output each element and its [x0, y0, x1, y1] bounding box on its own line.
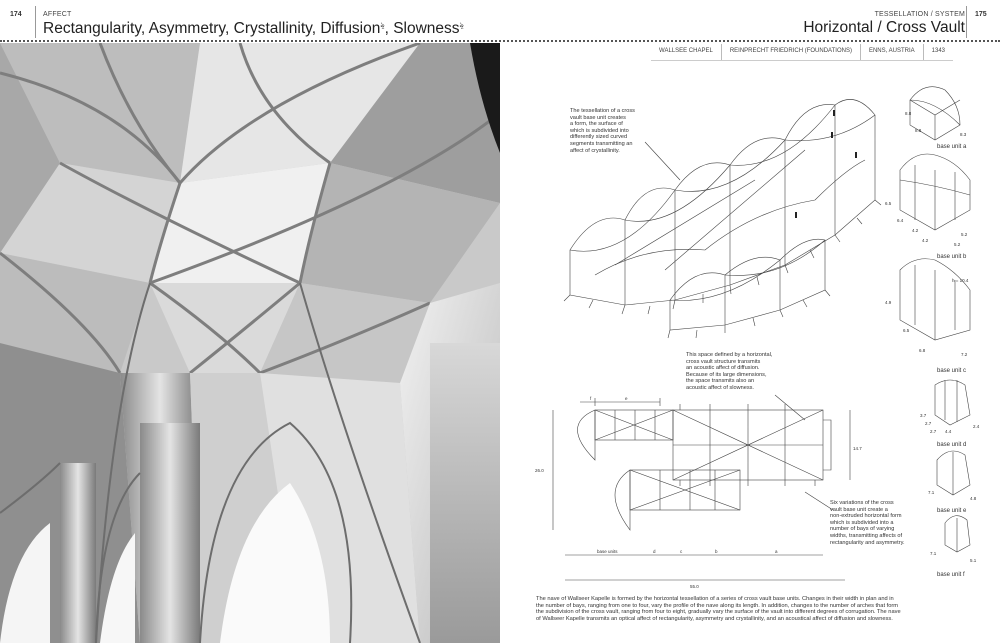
left-title-text-2: , Slowness: [384, 20, 460, 38]
plan-bottom-label-base-units: base units: [597, 549, 618, 554]
base-unit-c-dim-4: 7.2: [961, 352, 968, 357]
plan-top-label-e: e: [625, 396, 628, 401]
project-tags: [651, 44, 953, 61]
plan-dim-left: 26.0: [535, 468, 544, 473]
base-unit-a-dim-3: 8.3: [960, 132, 967, 137]
page-header: [0, 0, 1000, 42]
base-unit-b-dim-1: 6.5: [885, 201, 892, 206]
right-page-title: Horizontal / Cross Vault: [803, 19, 965, 36]
base-unit-f-dim-1: 7.1: [930, 551, 937, 556]
plan-dim-overall: 55.0: [690, 584, 699, 589]
base-unit-d-dim-2: 2.7: [925, 421, 932, 426]
base-unit-f-label: base unit f: [937, 572, 965, 578]
base-unit-c-dim-3: 6.8: [919, 348, 926, 353]
plan-bottom-label-a: a: [775, 549, 778, 554]
left-page-title: [43, 19, 464, 38]
right-section-label: TESSELLATION / SYSTEM: [874, 11, 965, 18]
base-unit-b-dim-2: 6.4: [897, 218, 904, 223]
tag-year: 1343: [923, 44, 953, 60]
base-unit-d-dim-5: 2.4: [973, 424, 980, 429]
base-unit-c-dim-2: 6.5: [903, 328, 910, 333]
base-unit-d-dim-1: 3.7: [920, 413, 927, 418]
left-divider: [35, 6, 36, 38]
base-unit-b-dim-4: 4.2: [922, 238, 929, 243]
plan-bottom-label-b: b: [715, 549, 718, 554]
base-unit-c-dim-1: 4.9: [885, 300, 892, 305]
plan-top-label-f: f: [590, 396, 592, 401]
base-unit-a-dim-1: 8.8: [905, 111, 912, 116]
base-unit-b-dim-6: 5.2: [954, 242, 961, 247]
plan-bottom-label-d: d: [653, 549, 656, 554]
tag-project: WALLSEE CHAPEL: [659, 48, 713, 54]
base-unit-d-dim-4: 4.4: [945, 429, 952, 434]
header-dotted-rule: [0, 40, 1000, 42]
left-page-number: 174: [10, 11, 22, 18]
note-crystallinity: The tessellation of a cross vault base unit creates a form, the surface of which is subdivided into differently sized curved segments transmitting an affect of crystallinity.: [570, 108, 635, 154]
base-unit-d-dim-3: 2.7: [930, 429, 937, 434]
base-unit-b-label: base unit b: [937, 254, 967, 260]
note-variations: Six variations of the cross vault base unit create a non-extruded horizontal form which is subdivided into a number of bays of varying widths, transmitting affects of rectangularity and asymmetry.: [830, 500, 905, 546]
base-unit-d-label: base unit d: [937, 442, 967, 448]
left-title-text-1: Rectangularity, Asymmetry, Crystallinity, Diffusion: [43, 20, 381, 38]
page-caption: The nave of Wallseer Kapelle is formed by the horizontal tessellation of a series of cross vault base units. Changes in their width in plan and in the number of bays, ranging from one to four, vary the profile of the nave along its length. In addition, changes to the number of arches that form the subdivision of the cross vault, ranging from four to eight, gradually vary the surface of the vault into different degrees of corrugation. The nave of Wallseer Kapelle transmits an optical affect of rectangularity, asymmetry and crystallinity, and an acoustical affect of diffusion and slowness.: [536, 596, 901, 623]
left-section-label: AFFECT: [43, 11, 72, 18]
plan-bottom-label-c: c: [680, 549, 683, 554]
base-unit-drawings: [900, 87, 970, 552]
right-page-number: 175: [975, 11, 987, 18]
note-diffusion: This space defined by a horizontal, cross vault structure transmits an acoustic affect of diffusion. Because of its large dimensions, the space transmits also an acoustic affect of slowness.: [686, 352, 773, 391]
base-unit-b-dim-5: 5.2: [961, 232, 968, 237]
base-unit-a-dim-2: 8.8: [915, 128, 922, 133]
base-unit-c-label: base unit c: [937, 368, 967, 374]
right-divider: [966, 6, 967, 38]
base-unit-b-dim-3: 4.2: [912, 228, 919, 233]
affect-icon: ৡ: [459, 22, 464, 29]
base-unit-f-dim-2: 5.1: [970, 558, 977, 563]
base-unit-e-dim-2: 4.8: [970, 496, 977, 501]
tag-location: ENNS, AUSTRIA: [860, 44, 923, 60]
base-unit-e-dim-1: 7.1: [928, 490, 935, 495]
vault-ceiling-photo: [0, 43, 500, 643]
affect-icon: ৡ: [380, 22, 385, 29]
base-unit-a-label: base unit a: [937, 144, 967, 150]
base-unit-e-label: base unit e: [937, 508, 967, 514]
tag-architect: REINPRECHT FRIEDRICH (FOUNDATIONS): [721, 44, 860, 60]
base-unit-c-dim-5: h = 10.4: [952, 278, 969, 283]
plan-dim-right: 14.7: [853, 446, 862, 451]
